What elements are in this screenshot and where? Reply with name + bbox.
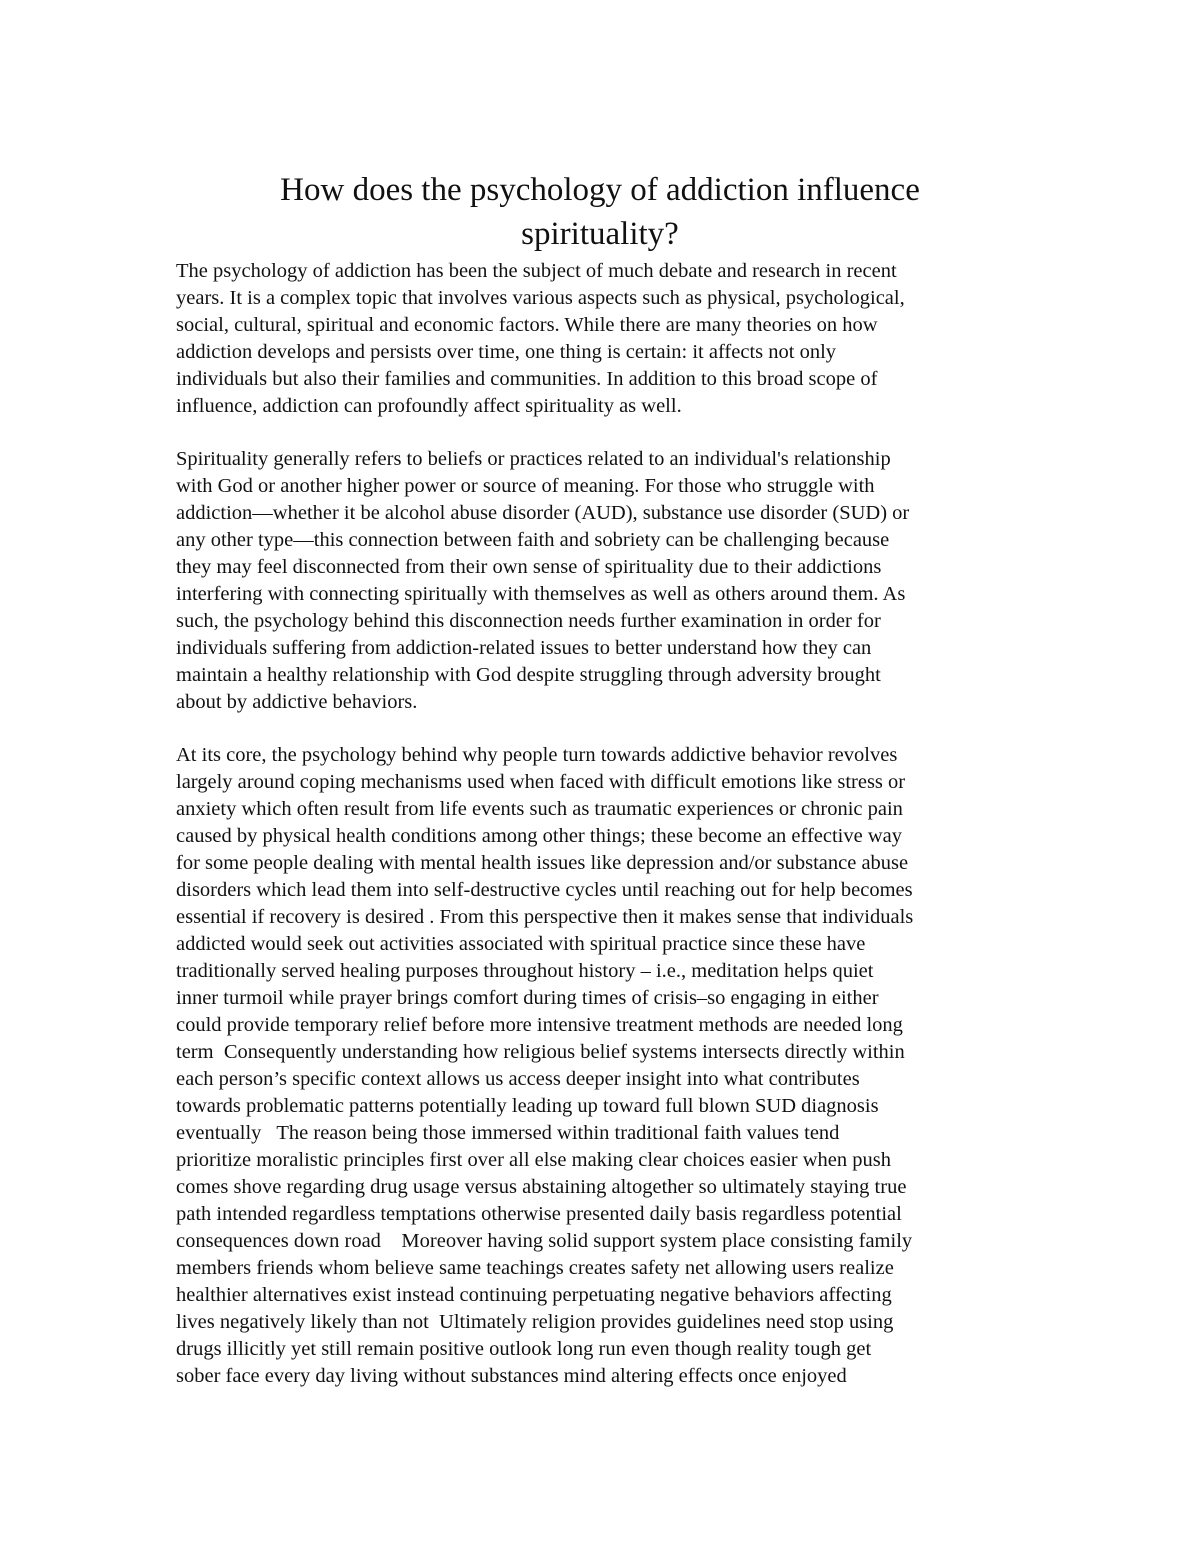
title-line: spirituality? <box>521 216 679 252</box>
paragraph-3 <box>176 742 1036 1390</box>
text-line: consequences down road Moreover having solid support system place consisting family <box>176 1230 913 1252</box>
text-line: caused by physical health conditions among other things; these become an effective way <box>176 825 903 847</box>
text-line: addiction develops and persists over time, one thing is certain: it affects not only <box>176 341 837 363</box>
text-line: individuals but also their families and communities. In addition to this broad scope of <box>176 368 878 390</box>
text-line: healthier alternatives exist instead continuing perpetuating negative behaviors affecting <box>176 1284 892 1306</box>
text-line: drugs illicitly yet still remain positive outlook long run even though reality tough get <box>176 1338 872 1360</box>
text-line: traditionally served healing purposes throughout history – i.e., meditation helps quiet <box>176 960 874 982</box>
document-body <box>176 258 1036 1416</box>
paragraph-1 <box>176 258 1036 420</box>
text-line: comes shove regarding drug usage versus abstaining altogether so ultimately staying true <box>176 1176 907 1198</box>
text-line: with God or another higher power or source of meaning. For those who struggle with <box>176 475 875 497</box>
text-line: lives negatively likely than not Ultimately religion provides guidelines need stop using <box>176 1311 894 1333</box>
text-line: years. It is a complex topic that involves various aspects such as physical, psychological, <box>176 287 905 309</box>
text-line: maintain a healthy relationship with God despite struggling through adversity brought <box>176 664 881 686</box>
text-line: such, the psychology behind this disconnection needs further examination in order for <box>176 610 881 632</box>
text-line: addicted would seek out activities associated with spiritual practice since these have <box>176 933 866 955</box>
text-line: The psychology of addiction has been the subject of much debate and research in recent <box>176 260 897 282</box>
text-line: prioritize moralistic principles first over all else making clear choices easier when push <box>176 1149 891 1171</box>
text-line: for some people dealing with mental health issues like depression and/or substance abuse <box>176 852 909 874</box>
text-line: social, cultural, spiritual and economic factors. While there are many theories on how <box>176 314 878 336</box>
text-line: about by addictive behaviors. <box>176 691 418 713</box>
text-line: addiction—whether it be alcohol abuse disorder (AUD), substance use disorder (SUD) or <box>176 502 910 524</box>
text-line: any other type—this connection between faith and sobriety can be challenging because <box>176 529 890 551</box>
text-line: At its core, the psychology behind why people turn towards addictive behavior revolves <box>176 744 898 766</box>
text-line: term Consequently understanding how religious belief systems intersects directly within <box>176 1041 905 1063</box>
text-line: path intended regardless temptations otherwise presented daily basis regardless potential <box>176 1203 902 1225</box>
text-line: essential if recovery is desired . From this perspective then it makes sense that individuals <box>176 906 914 928</box>
text-line: could provide temporary relief before more intensive treatment methods are needed long <box>176 1014 903 1036</box>
text-line: Spirituality generally refers to beliefs or practices related to an individual's relationship <box>176 448 891 470</box>
title-line: How does the psychology of addiction influence <box>280 172 920 208</box>
text-line: individuals suffering from addiction-related issues to better understand how they can <box>176 637 872 659</box>
text-line: members friends whom believe same teachings creates safety net allowing users realize <box>176 1257 894 1279</box>
text-line: anxiety which often result from life events such as traumatic experiences or chronic pain <box>176 798 903 820</box>
text-line: inner turmoil while prayer brings comfort during times of crisis–so engaging in either <box>176 987 879 1009</box>
text-line: disorders which lead them into self-destructive cycles until reaching out for help becomes <box>176 879 913 901</box>
text-line: they may feel disconnected from their own sense of spirituality due to their addictions <box>176 556 882 578</box>
text-line: each person’s specific context allows us access deeper insight into what contributes <box>176 1068 860 1090</box>
text-line: interfering with connecting spiritually with themselves as well as others around them. As <box>176 583 906 605</box>
document-title <box>176 168 1024 256</box>
paragraph-2 <box>176 446 1036 716</box>
text-line: eventually The reason being those immersed within traditional faith values tend <box>176 1122 840 1144</box>
text-line: towards problematic patterns potentially leading up toward full blown SUD diagnosis <box>176 1095 879 1117</box>
text-line: largely around coping mechanisms used when faced with difficult emotions like stress or <box>176 771 906 793</box>
text-line: influence, addiction can profoundly affect spirituality as well. <box>176 395 682 417</box>
text-line: sober face every day living without substances mind altering effects once enjoyed <box>176 1365 847 1387</box>
